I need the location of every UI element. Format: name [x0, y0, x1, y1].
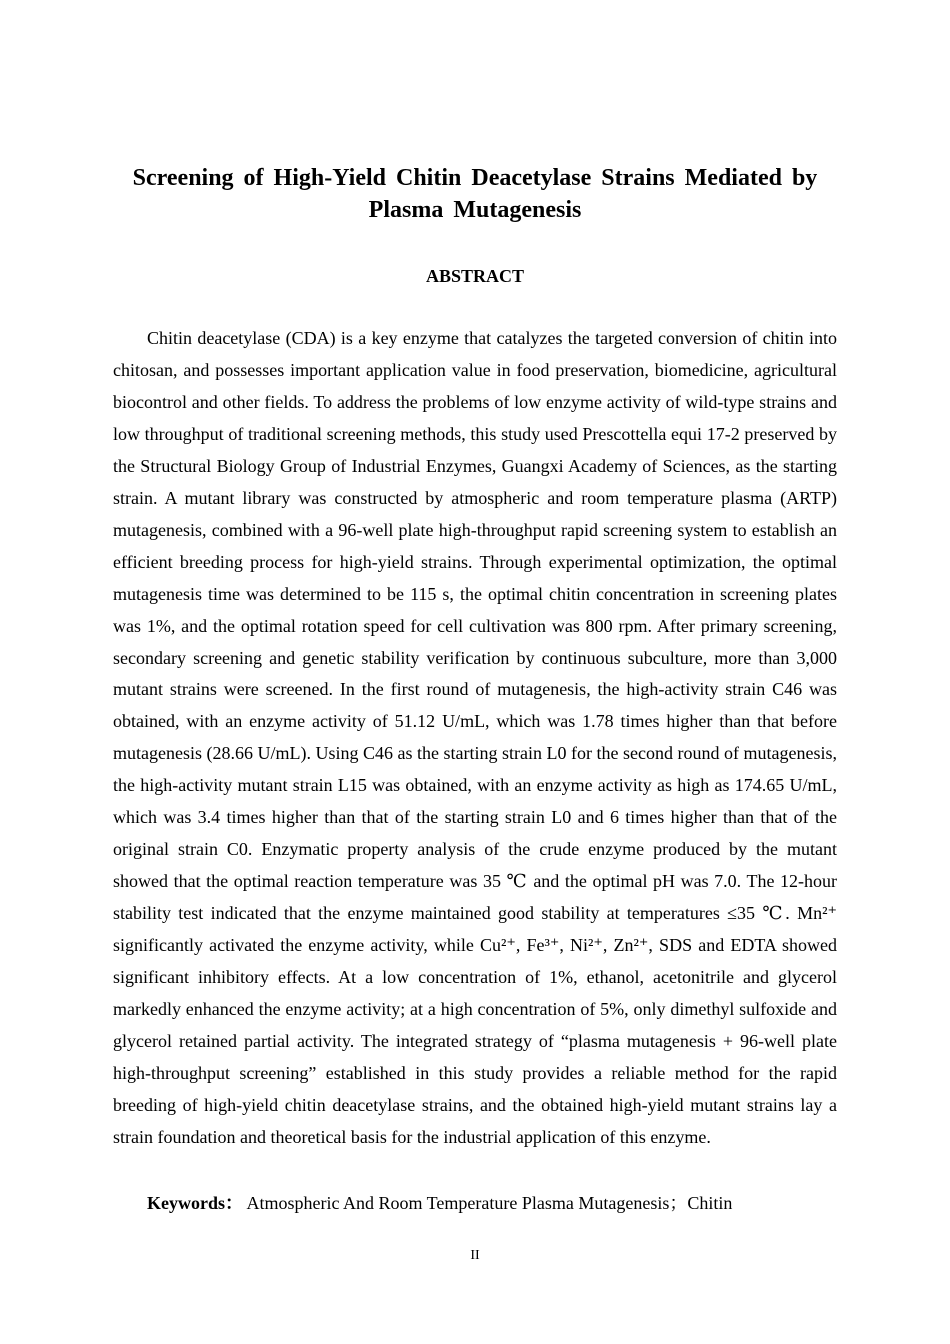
abstract-heading: ABSTRACT — [425, 266, 525, 286]
keywords-line — [113, 1188, 837, 1219]
abstract-body: Chitin deacetylase (CDA) is a key enzyme that catalyzes the targeted conversion of chitin into chitosan, and possesses important application value in food preservation, biomedicine, agricultural biocontrol and other fields. To address the problems of low enzyme activity of wild-type strains and low throughput of traditional screening methods, this study used Prescottella equi 17-2 preserved by the Structural Biology Group of Industrial Enzymes, Guangxi Academy of Sciences, as the starting strain. A mutant library was constructed by atmospheric and room temperature plasma (ARTP) mutagenesis, combined with a 96-well plate high-throughput rapid screening system to establish an efficient breeding process for high-yield strains. Through experimental optimization, the optimal mutagenesis time was determined to be 115 s, the optimal chitin concentration in screening plates was 1%, and the optimal rotation speed for cell cultivation was 800 rpm. After primary screening, secondary screening and genetic stability verification by continuous subculture, more than 3,000 mutant strains were screened. In the first round of mutagenesis, the high-activity strain C46 was obtained, with an enzyme activity of 51.12 U/mL, which was 1.78 times higher than that before mutagenesis (28.66 U/mL). Using C46 as the starting strain L0 for the second round of mutagenesis, the high-activity mutant strain L15 was obtained, with an enzyme activity as high as 174.65 U/mL, which was 3.4 times higher than that of the starting strain L0 and 6 times higher than that of the original strain C0. Enzymatic property analysis of the crude enzyme produced by the mutant showed that the optimal reaction temperature was 35 ℃ and the optimal pH was 7.0. The 12-hour stability test indicated that the enzyme maintained good stability at temperatures ≤35 ℃. Mn²⁺ significantly activated the enzyme activity, while Cu²⁺, Fe³⁺, Ni²⁺, Zn²⁺, SDS and EDTA showed significant inhibitory effects. At a low concentration of 1%, ethanol, acetonitrile and glycerol markedly enhanced the enzyme activity; at a high concentration of 5%, only dimethyl sulfoxide and glycerol retained partial activity. The integrated strategy of “plasma mutagenesis + 96-well plate high-throughput screening” established in this study provides a reliable method for the rapid breeding of high-yield chitin deacetylase strains, and the obtained high-yield mutant strains lay a strain foundation and theoretical basis for the industrial application of this enzyme. — [113, 328, 837, 1147]
document-title: Screening of High-Yield Chitin Deacetylase Strains Mediated by Plasma Mutagenesis — [132, 165, 818, 223]
keywords-label: Keywords： — [147, 1193, 243, 1213]
page-number: II — [470, 1248, 480, 1263]
keywords-text: Atmospheric And Room Temperature Plasma Mutagenesis；Chitin — [246, 1193, 733, 1213]
